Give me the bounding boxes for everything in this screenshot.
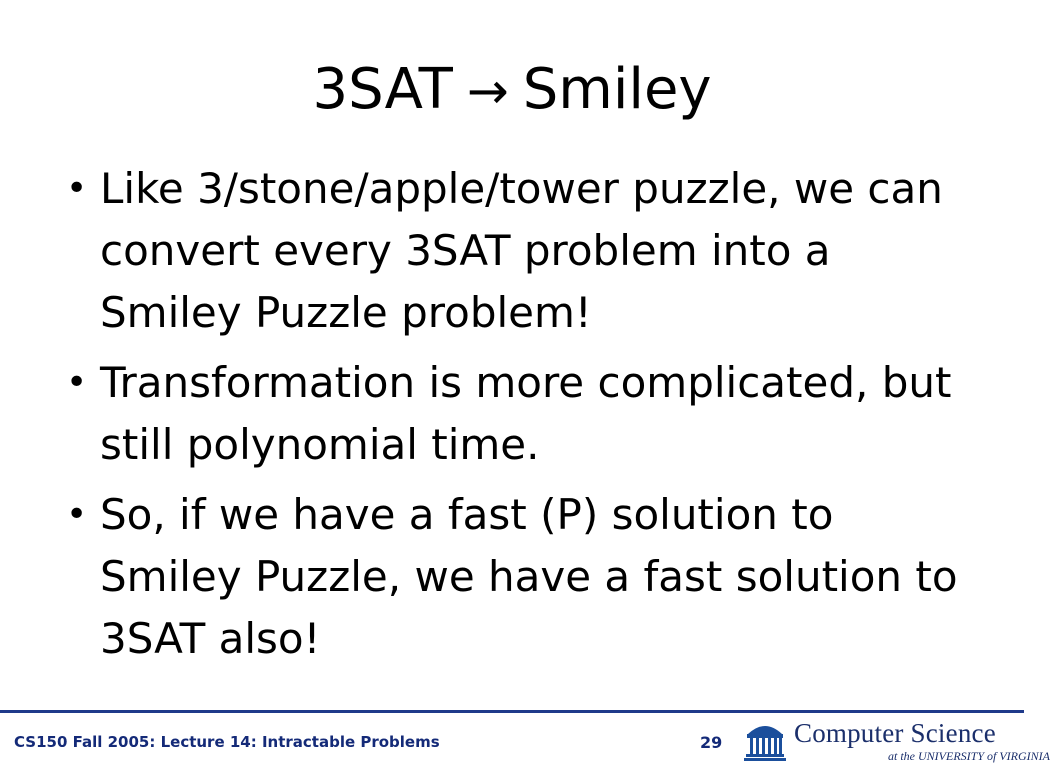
- bullet-dot-icon: •: [66, 362, 88, 403]
- bullet-list: [58, 158, 978, 678]
- bullet-text: Like 3/stone/apple/tower puzzle, we can convert every 3SAT problem into a Smiley Puzzle problem!: [100, 164, 943, 337]
- rotunda-icon: [744, 720, 786, 762]
- bullet-dot-icon: •: [66, 494, 88, 535]
- title-right: Smiley: [522, 57, 712, 122]
- title-left: 3SAT: [312, 57, 453, 122]
- arrow-icon: →: [466, 62, 509, 120]
- bullet-dot-icon: •: [66, 168, 88, 209]
- footer-divider: [0, 710, 1024, 713]
- bullet-text: Transformation is more complicated, but still polynomial time.: [100, 358, 952, 469]
- lecture-footer: CS150 Fall 2005: Lecture 14: Intractable Problems: [14, 733, 440, 751]
- bullet-item: [58, 484, 978, 670]
- bullet-item: [58, 352, 978, 476]
- slide-title: [0, 57, 1024, 122]
- page-number: 29: [700, 733, 723, 752]
- bullet-item: [58, 158, 978, 344]
- bullet-text: So, if we have a fast (P) solution to Smiley Puzzle, we have a fast solution to 3SAT also!: [100, 490, 958, 663]
- logo-subtitle: at the UNIVERSITY of VIRGINIA: [888, 749, 1050, 763]
- logo-title: Computer Science: [794, 718, 996, 748]
